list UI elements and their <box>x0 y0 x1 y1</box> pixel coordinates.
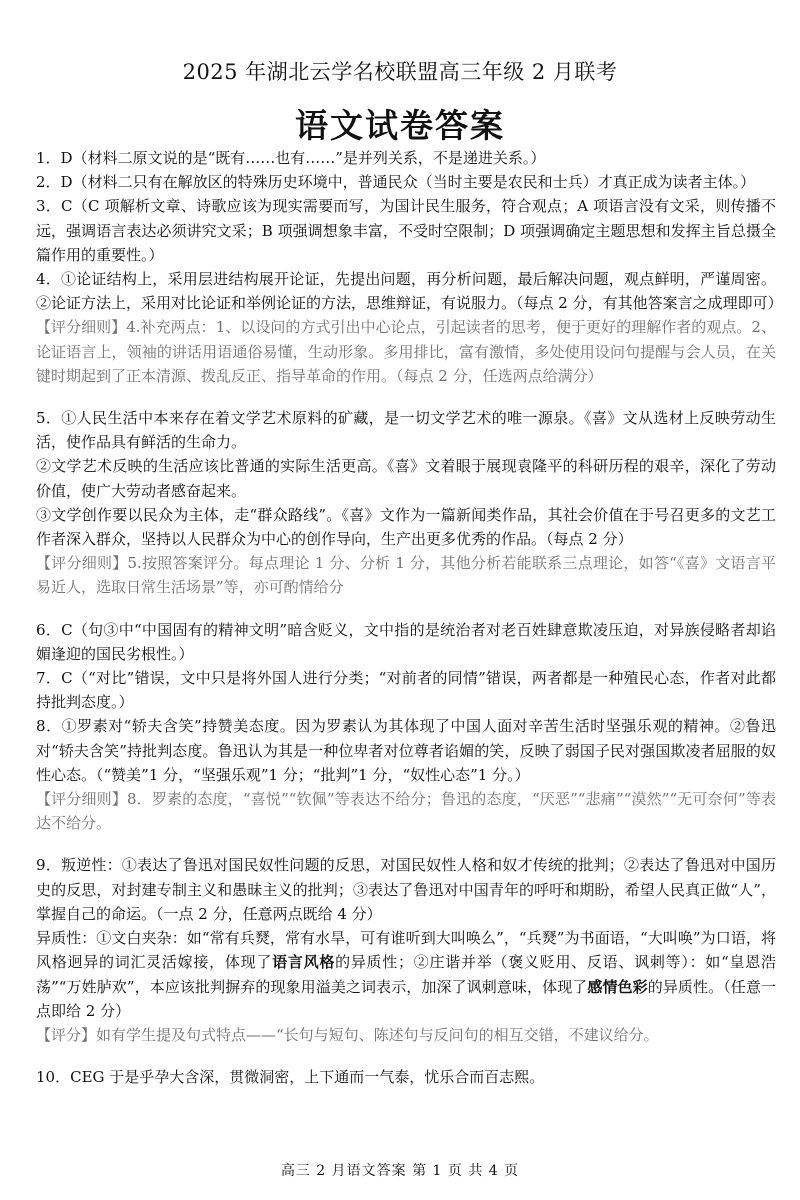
scoring-note-q4: 【评分细则】4.补充两点：1、以设问的方式引出中心论点，引起读者的思考，便于更好的理解作者的观点。2、论证语言上，领袖的讲话用语通俗易懂，生动形象。多用排比，富有激情，多处使用设问句提醒与会人员，在关键时期起到了正本清源、拨乱反正、指导革命的作用。（每点 2 分，任选两点给满分） <box>36 318 776 385</box>
q9-emphasis-language-style: 语言风格 <box>272 953 336 972</box>
section-gap <box>36 835 776 853</box>
answer-q6: 6．C（句③中“中国固有的精神文明”暗含贬义，文中指的是统治者对老百姓肆意欺凌压迫，对异族侵略者却谄媚逢迎的国民劣根性。） <box>36 620 776 663</box>
section-gap <box>36 388 776 406</box>
scoring-note-q9: 【评分】如有学生提及句式特点——“长句与短句、陈述句与反问句的相互交错，不建议给分。 <box>36 1025 659 1044</box>
answer-content <box>36 146 783 1089</box>
answer-q10: 10．CEG 于是乎孕大含深，贯微洞密，上下通而一气泰，忧乐合而百志熙。 <box>36 1068 545 1087</box>
answer-q9-heterogeneity <box>36 926 776 1023</box>
answer-q1: 1．D（材料二原文说的是“既有……也有……”是并列关系，不是递进关系。） <box>36 149 546 167</box>
answer-q8: 8．①罗素对“轿夫含笑”持赞美态度。因为罗素认为其体现了中国人面对辛苦生活时坚强乐观的精神。②鲁迅对“轿夫含笑”持批判态度。鲁迅认为其是一种位卑者对位尊者谄媚的笑，反映了弱国子民对强国欺凌者屈服的奴性心态。（“赞美”1 分，“坚强乐观”1 分；“批判”1 分，“奴性心态”1 分。） <box>36 717 776 784</box>
q9-text-part2: 的异质性；②庄谐并举（褒义贬用、反语、讽刺等）：如“皇恩浩荡”“万姓胪欢”，本应该批判摒弃的现象用溢美之词表示，加深了讽刺意味，体现了 <box>36 953 776 996</box>
q9-text-part1: 异质性：①文白夹杂：如“常有兵燹，常有水旱，可有谁听到大叫唤么”，“兵燹”为书面语，“大叫唤”为口语，将风格迥异的词汇灵活嫁接，体现了 <box>36 929 776 972</box>
answer-q5-point3: ③文学创作要以民众为主体，走“群众路线”。《喜》文作为一篇新闻类作品，其社会价值在于号召更多的文艺工作者深入群众，坚持以人民群众为中心的创作导向，生产出更多优秀的作品。（每点 2 分） <box>36 505 776 549</box>
answer-q9-rebellion: 9．叛逆性：①表达了鲁迅对国民奴性问题的反思，对国民奴性人格和奴才传统的批判；②表达了鲁迅对中国历史的反思，对封建专制主义和愚昧主义的批判；③表达了鲁迅对中国青年的呼吁和期盼，希望人民真正做“人”，掌握自己的命运。（一点 2 分，任意两点既给 4 分） <box>36 856 776 923</box>
q9-text-part3: 的异质性。（任意一点即给 2 分） <box>36 977 776 1020</box>
q9-emphasis-emotional-color: 感情色彩 <box>587 977 648 996</box>
document-title: 语文试卷答案 <box>295 106 505 145</box>
scoring-note-q8: 【评分细则】8．罗素的态度，“喜悦”“钦佩”等表达不给分；鲁迅的态度，“厌恶”“悲痛”“漠然”“无可奈何”等表达不给分。 <box>36 790 776 833</box>
answer-q4: 4．①论证结构上，采用层进结构展开论证，先提出问题，再分析问题，最后解决问题，观点鲜明，严谨周密。②论证方法上，采用对比论证和举例论证的方法，思维辩证，有说服力。（每点 2 分，有其他答案言之成理即可） <box>36 270 783 313</box>
section-gap <box>36 1047 776 1065</box>
scoring-note-q5: 【评分细则】5.按照答案评分。每点理论 1 分、分析 1 分，其他分析若能联系三点理论，如答“《喜》文语言平易近人，选取日常生活场景”等，亦可酌情给分 <box>36 554 776 597</box>
page-footer: 高三 2 月语文答案 第 1 页 共 4 页 <box>280 1163 520 1179</box>
section-gap <box>36 600 776 618</box>
answer-q3: 3．C（C 项解析文章、诗歌应该为现实需要而写，为国计民生服务，符合观点；A 项语言没有文采，则传播不远，强调语言表达必须讲究文采；B 项强调想象丰富，不受时空限制；D 项强调确定主题思想和发挥主旨总摄全篇作用的重要性。） <box>36 197 776 264</box>
answer-q7: 7．C（“对比”错误，文中只是将外国人进行分类；“对前者的同情”错误，两者都是一种殖民心态，作者对此都持批判态度。） <box>36 669 776 712</box>
answer-q5-point1: 5．①人民生活中本来存在着文学艺术原料的矿藏，是一切文学艺术的唯一源泉。《喜》文从选材上反映劳动生活，使作品具有鲜活的生命力。 <box>36 409 776 452</box>
answer-q5-point2: ②文学艺术反映的生活应该比普通的实际生活更高。《喜》文着眼于展现袁隆平的科研历程的艰辛，深化了劳动价值，使广大劳动者感奋起来。 <box>36 457 776 500</box>
answer-q2: 2．D（材料二只有在解放区的特殊历史环境中，普通民众（当时主要是农民和士兵）才真正成为读者主体。） <box>36 173 756 192</box>
exam-title: 2025 年湖北云学名校联盟高三年级 2 月联考 <box>182 60 618 84</box>
